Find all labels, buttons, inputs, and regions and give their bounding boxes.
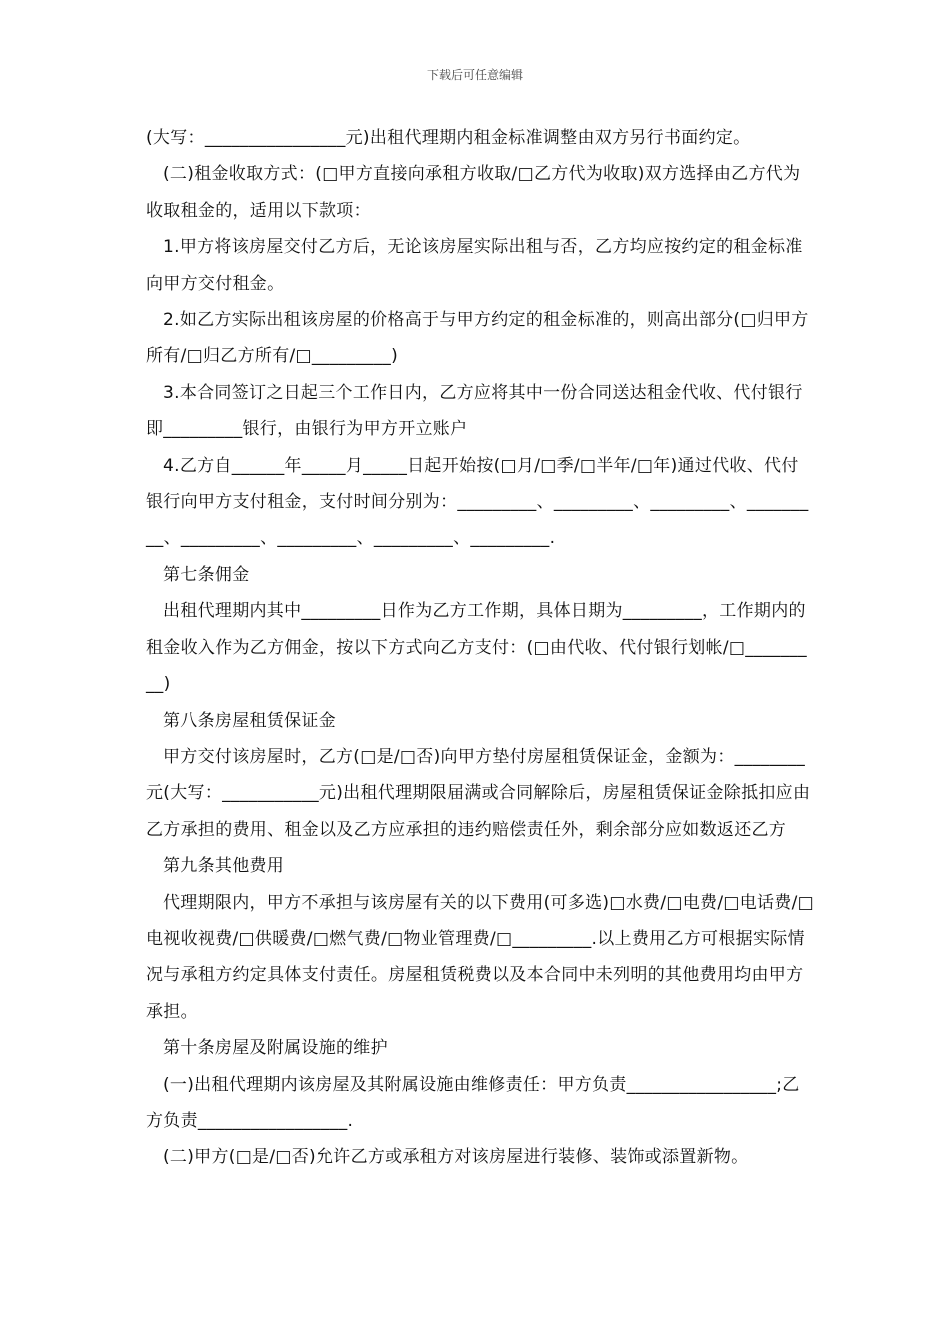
paragraph-clause-3: 3.本合同签订之日起三个工作日内，乙方应将其中一份合同送达租金代收、代付银行即_________银行，由银行为甲方开立账户: [146, 382, 803, 440]
section-heading-article-8: 第八条房屋租赁保证金: [163, 710, 336, 731]
paragraph-clause-2: 2.如乙方实际出租该房屋的价格高于与甲方约定的租金标准的，则高出部分(□归甲方所有/□归乙方所有/□_________): [146, 310, 809, 367]
document-body: [146, 120, 814, 1176]
page-header-note: 下载后可任意编辑: [426, 68, 523, 82]
paragraph-commission: 出租代理期内其中_________日作为乙方工作期，具体日期为_________，工作期内的租金收入作为乙方佣金，按以下方式向乙方支付：(□由代收、代付银行划帐/□_________): [146, 601, 807, 695]
paragraph-renovation-permission: (二)甲方(□是/□否)允许乙方或承租方对该房屋进行装修、装饰或添置新物。: [163, 1147, 749, 1168]
paragraph-rent-amount-uppercase: (大写：________________元)出租代理期内租金标准调整由双方另行书面约定。: [146, 128, 751, 148]
paragraph-clause-1: 1.甲方将该房屋交付乙方后，无论该房屋实际出租与否，乙方均应按约定的租金标准向甲方交付租金。: [146, 237, 803, 294]
section-heading-article-9: 第九条其他费用: [163, 856, 285, 877]
paragraph-maintenance-responsibility: (一)出租代理期内该房屋及其附属设施由维修责任：甲方负责_________________;乙方负责_________________.: [146, 1074, 800, 1131]
paragraph-other-fees: 代理期限内，甲方不承担与该房屋有关的以下费用(可多选)□水费/□电费/□电话费/□电视收视费/□供暖费/□燃气费/□物业管理费/□_________.以上费用乙方可根据实际情况与承租方约定具体支付责任。房屋租赁税费以及本合同中未列明的其他费用均由甲方承担。: [146, 892, 814, 1022]
section-heading-article-10: 第十条房屋及附属设施的维护: [163, 1038, 388, 1059]
paragraph-clause-4: 4.乙方自______年_____月_____日起开始按(□月/□季/□半年/□年)通过代收、代付银行向甲方支付租金，支付时间分别为：_________、_________、_________、_________、_________、_________、_________、_________.: [146, 455, 809, 549]
section-heading-article-7: 第七条佣金: [163, 564, 250, 585]
paragraph-rent-collection-method: (二)租金收取方式：(□甲方直接向承租方收取/□乙方代为收取)双方选择由乙方代为收取租金的，适用以下款项：: [146, 164, 801, 221]
paragraph-deposit: 甲方交付该房屋时，乙方(□是/□否)向甲方垫付房屋租赁保证金，金额为：________元(大写：___________元)出租代理期限届满或合同解除后，房屋租赁保证金除抵扣应由乙方承担的费用、租金以及乙方应承担的违约赔偿责任外，剩余部分应如数返还乙方: [146, 746, 811, 840]
